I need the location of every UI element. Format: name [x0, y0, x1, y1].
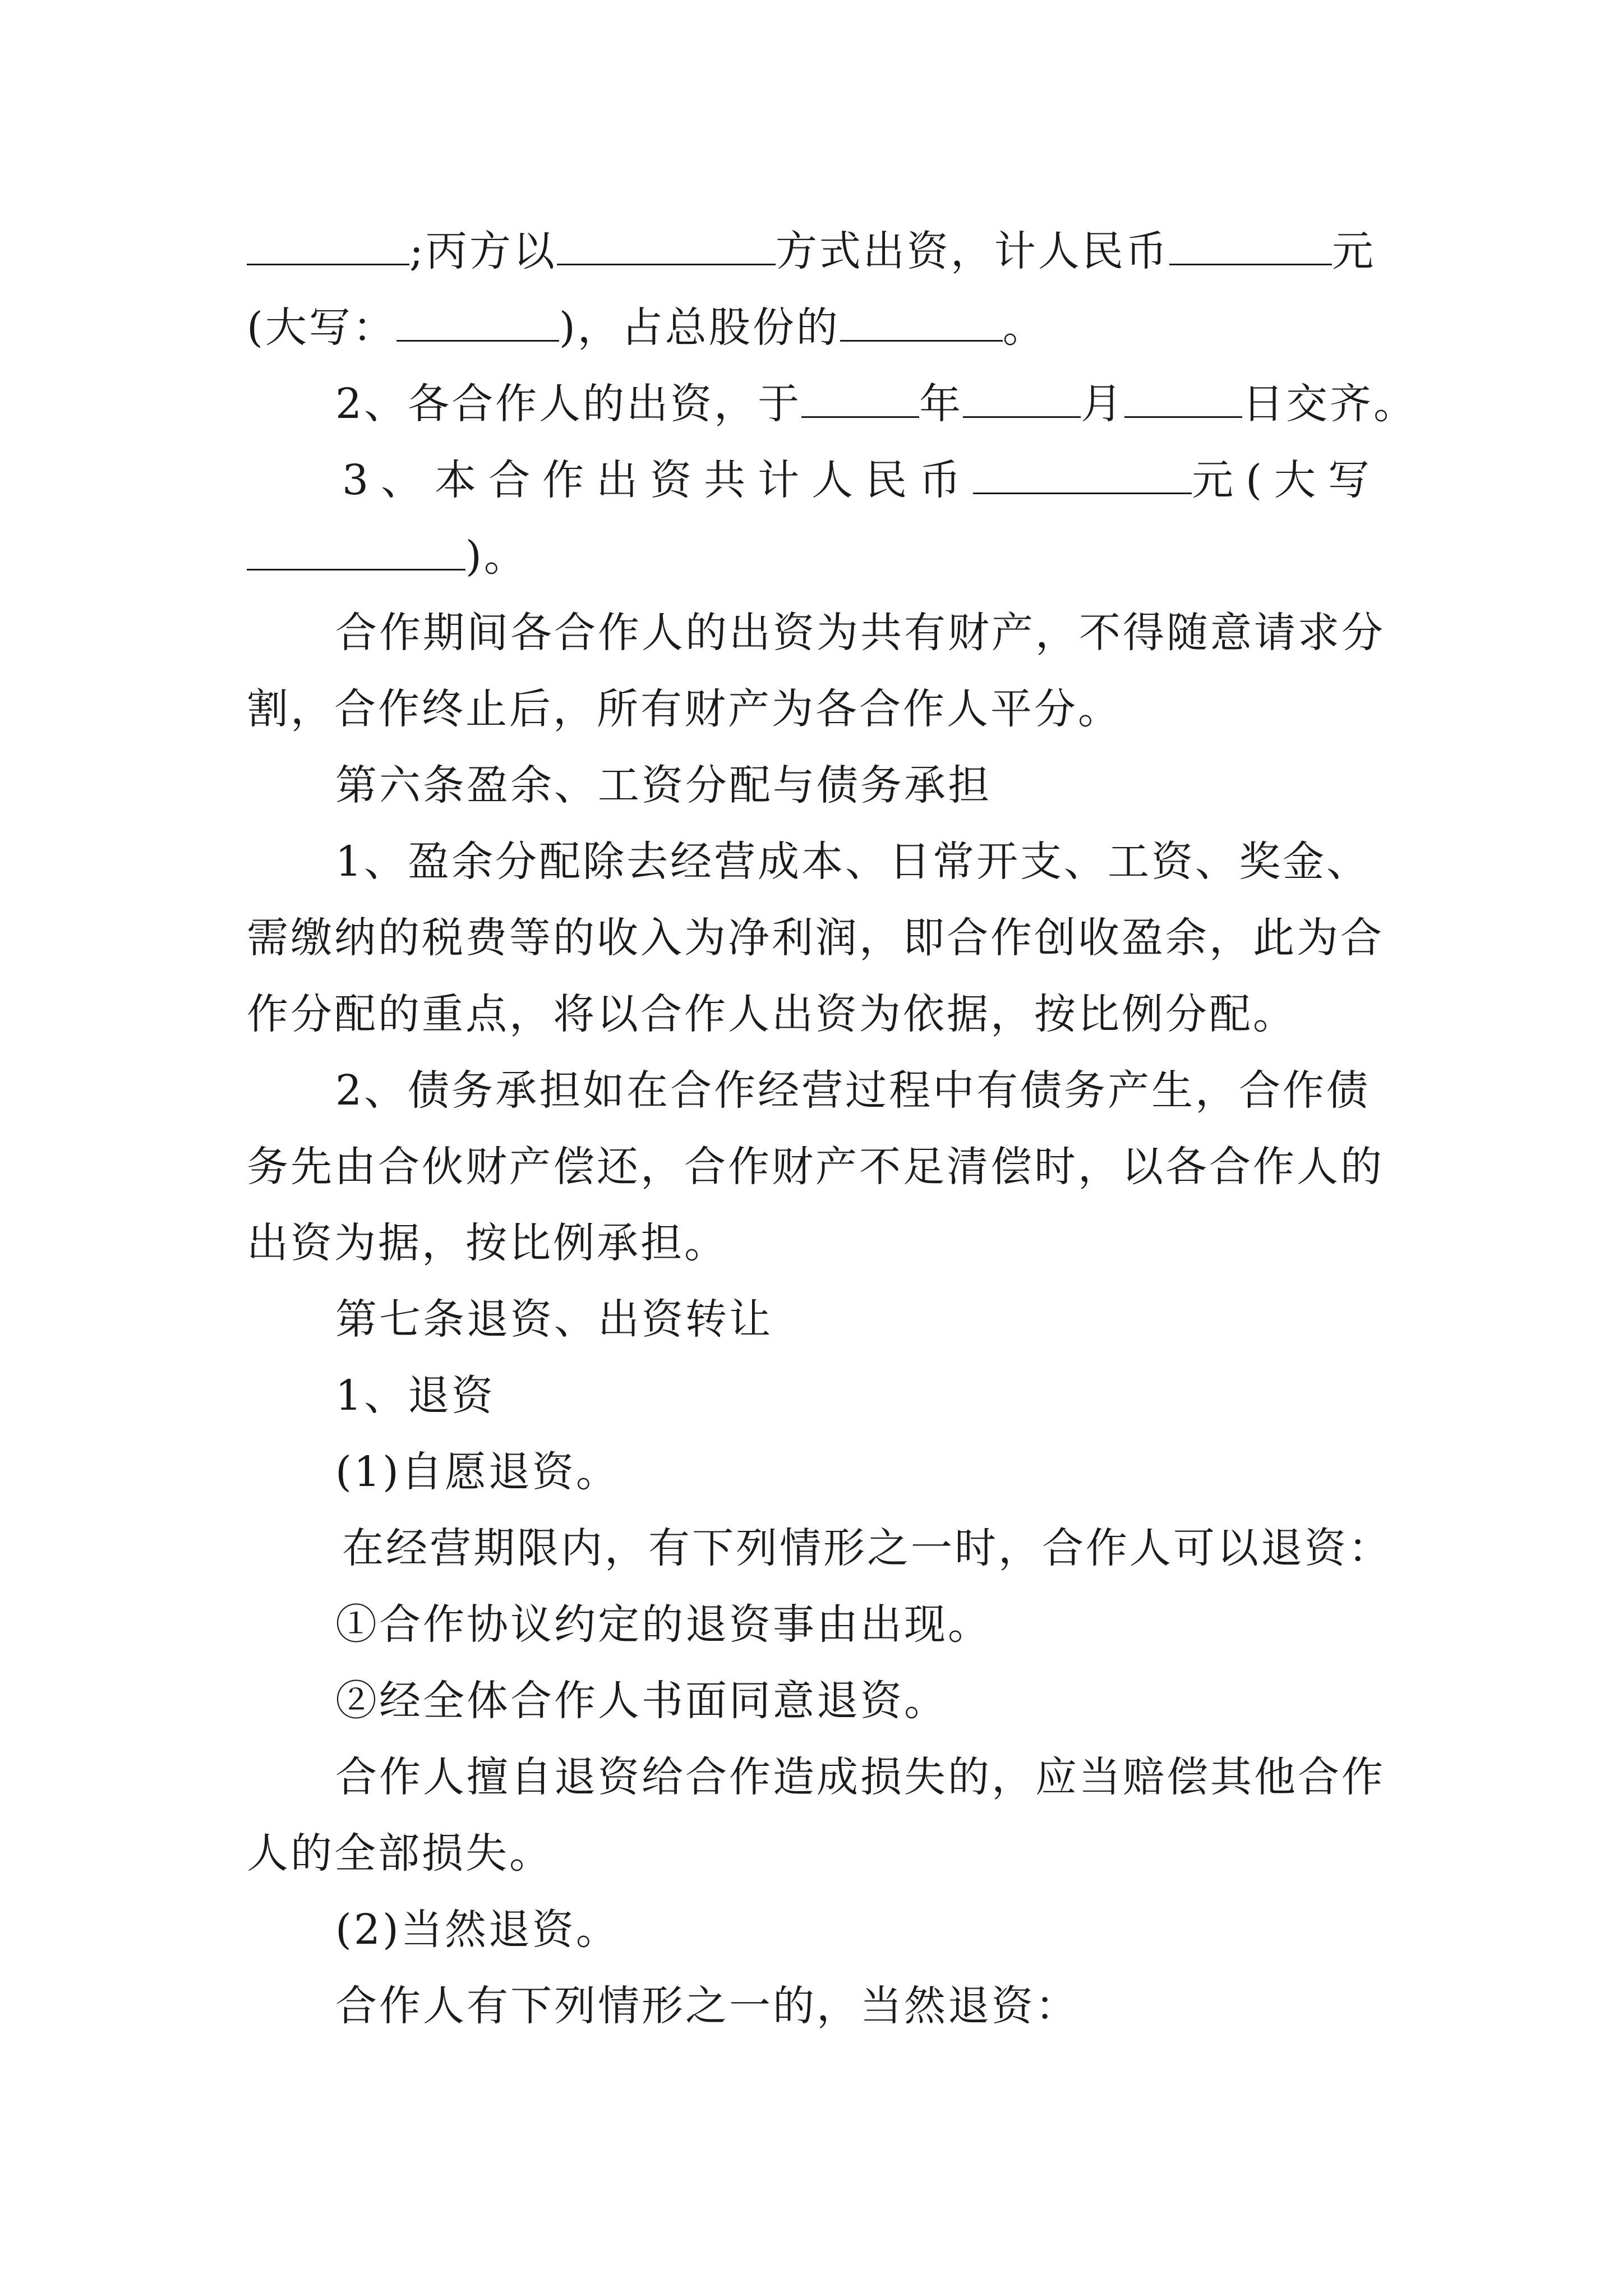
text-line-21: 合作人擅自退资给合作造成损失的，应当赔偿其他合作: [335, 1753, 1385, 1801]
text-run: 年: [919, 380, 963, 428]
text-line-9: 1、盈余分配除去经营成本、日常开支、工资、奖金、: [335, 838, 1371, 886]
text-line-3: [247, 366, 1418, 442]
blank-field[interactable]: [396, 305, 559, 342]
blank-field[interactable]: [247, 534, 465, 570]
text-line-13: 务先由合伙财产偿还，合作财产不足清偿时，以各合作人的: [247, 1143, 1384, 1191]
text-run: 2、各合作人的出资，于: [335, 380, 802, 428]
text-line-6: 合作期间各合作人的出资为共有财产，不得随意请求分: [335, 609, 1385, 657]
section-heading-article-6: 第六条盈余、工资分配与债务承担: [335, 761, 992, 809]
text-line-17: (1)自愿退资。: [335, 1448, 620, 1496]
blank-field[interactable]: [963, 381, 1081, 418]
blank-field[interactable]: [1124, 381, 1242, 418]
text-run: )。: [465, 532, 528, 581]
text-run: 。: [1002, 303, 1046, 352]
text-line-4: [247, 442, 1380, 518]
text-line-18: 在经营期限内，有下列情形之一时，合作人可以退资：: [342, 1524, 1392, 1572]
text-line-1: [247, 213, 1380, 289]
blank-field[interactable]: [247, 229, 409, 265]
text-line-7: 割，合作终止后，所有财产为各合作人平分。: [247, 685, 1122, 733]
text-line-14: 出资为据，按比例承担。: [247, 1219, 728, 1267]
text-line-2: [247, 289, 1380, 366]
text-line-20: ②经全体合作人书面同意退资。: [335, 1677, 948, 1725]
text-run: 月: [1081, 380, 1125, 428]
text-line-19: ①合作协议约定的退资事由出现。: [335, 1600, 992, 1649]
blank-field[interactable]: [557, 229, 776, 265]
text-line-12: 2、债务承担如在合作经营过程中有债务产生，合作债: [335, 1066, 1371, 1115]
text-run: 3、本合作出资共计人民币: [342, 456, 974, 504]
text-line-22: 人的全部损失。: [247, 1829, 553, 1878]
blank-field[interactable]: [973, 458, 1192, 494]
blank-field[interactable]: [801, 381, 919, 418]
text-run: 元(大写: [1192, 456, 1382, 504]
text-run: 元: [1331, 227, 1376, 275]
blank-field[interactable]: [840, 305, 1003, 342]
text-run: ;丙方以: [409, 227, 557, 275]
text-line-10: 需缴纳的税费等的收入为净利润，即合作创收盈余，此为合: [247, 914, 1384, 962]
text-line-5: [247, 518, 1380, 595]
document-body: [247, 213, 1418, 2044]
section-heading-article-7: 第七条退资、出资转让: [335, 1295, 773, 1343]
text-line-24: 合作人有下列情形之一的，当然退资：: [335, 1982, 1079, 2030]
text-run: )，占总股份的: [559, 303, 840, 352]
text-line-11: 作分配的重点，将以合作人出资为依据，按比例分配。: [247, 990, 1297, 1038]
text-line-16: 1、退资: [335, 1372, 496, 1420]
text-run: 方式出资，计人民币: [775, 227, 1169, 275]
blank-field[interactable]: [1169, 229, 1332, 265]
text-run: (大写：: [247, 303, 396, 352]
text-run: 日交齐。: [1242, 380, 1418, 428]
text-line-23: (2)当然退资。: [335, 1906, 620, 1954]
